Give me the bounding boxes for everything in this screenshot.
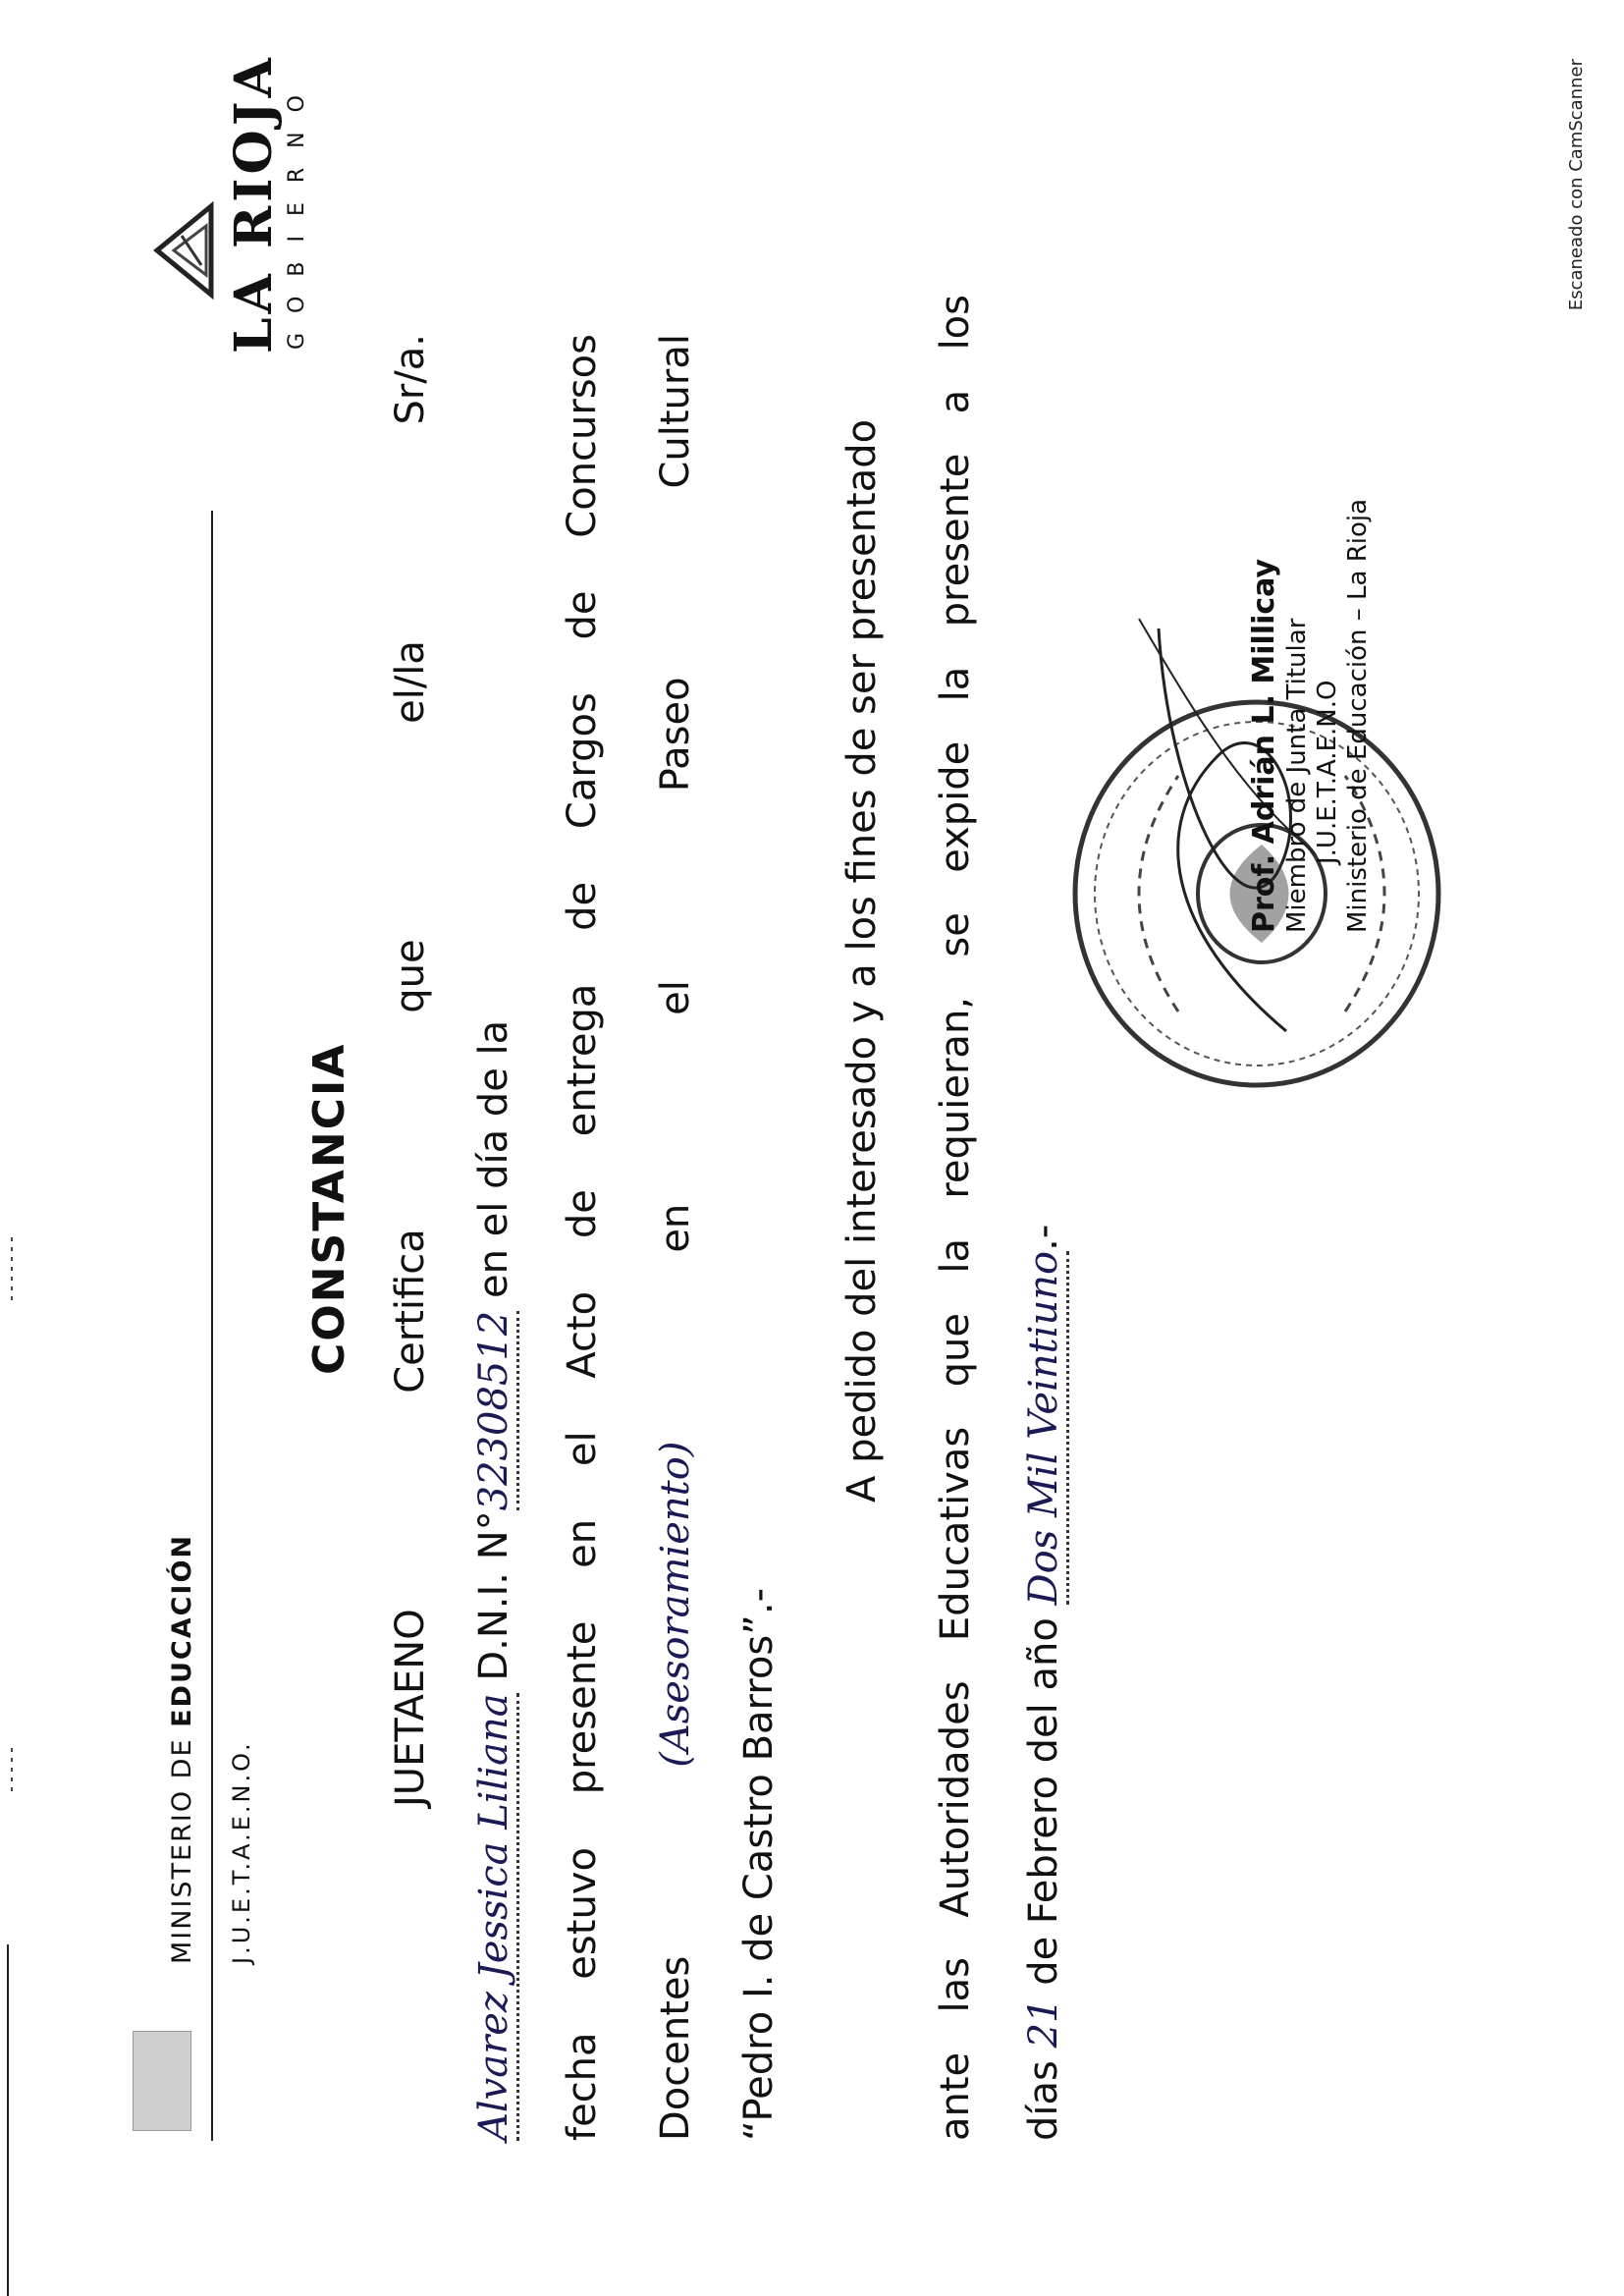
scanner-watermark: Escaneado con CamScanner <box>1566 59 1587 311</box>
ministry-prefix: MINISTERIO DE <box>167 1726 197 1964</box>
signer-role: Miembro de Junta Titular <box>1282 618 1312 933</box>
handwritten-dni: 32308512 <box>471 1311 519 1511</box>
la-rioja-logo <box>157 54 309 354</box>
logo-name: LA RIOJA <box>224 54 284 354</box>
la-rioja-emblem-icon <box>152 196 221 304</box>
ministry-bold: EDUCACIÓN <box>167 1533 197 1727</box>
body-word: el <box>653 980 698 1015</box>
body-word: que <box>388 939 433 1013</box>
body-word: Paseo <box>653 677 698 793</box>
handwritten-day: 21 <box>1021 1997 1066 2049</box>
body-word: Sr/a. <box>388 334 433 425</box>
signer-office: J.U.E.T.A.E.N.O <box>1313 680 1343 864</box>
handwritten-role: (Asesoramiento) <box>653 1441 698 1768</box>
body-word: JUETAENO <box>388 1609 433 1807</box>
handwritten-name: Alvarez Jessica Liliana <box>471 1693 519 2141</box>
corner-stamp <box>133 2031 191 2131</box>
body-word: en <box>653 1203 698 1253</box>
document-title: CONSTANCIA <box>304 1042 354 1375</box>
body-line-4 <box>653 334 698 2141</box>
body-line-5: “Pedro I. de Castro Barros”.- <box>736 1587 782 2141</box>
body-word: el/la <box>388 640 433 724</box>
body-line-7: ante las Autoridades Educativas que la requieran, se expide la presente a los <box>933 295 978 2141</box>
body-word: Cultural <box>653 334 698 489</box>
body-word: Docentes <box>653 1955 698 2141</box>
signer-name: Prof. Adrián L. Millicay <box>1247 558 1281 933</box>
logo-sub: GOBIERNO <box>285 76 309 350</box>
dni-label: D.N.I. N° <box>471 1510 516 1681</box>
body-line-8 <box>1021 1225 1066 2141</box>
body-text-rest: en el día de la <box>471 1019 516 1299</box>
body-text: de Febrero del año <box>1021 1605 1066 1998</box>
ministry-header <box>167 1534 197 1964</box>
header-rule <box>211 511 213 2141</box>
signature-block <box>1247 499 1375 933</box>
body-line-6: A pedido del interesado y a los fines de ser presentado <box>839 418 885 1503</box>
body-text: días <box>1021 2048 1066 2141</box>
body-text: .- <box>1021 1224 1066 1251</box>
signer-ministry: Ministerio de Educación – La Rioja <box>1343 498 1374 933</box>
body-line-1 <box>388 334 433 1807</box>
handwritten-year: Dos Mil Veintiuno <box>1021 1251 1069 1606</box>
body-line-3: fecha estuvo presente en el Acto de entrega de Cargos de Concursos <box>560 334 605 2141</box>
office-header: J.U.E.T.A.E.N.O. <box>228 1740 255 1964</box>
body-word: Certifica <box>388 1229 433 1394</box>
body-line-2 <box>471 1020 516 2141</box>
